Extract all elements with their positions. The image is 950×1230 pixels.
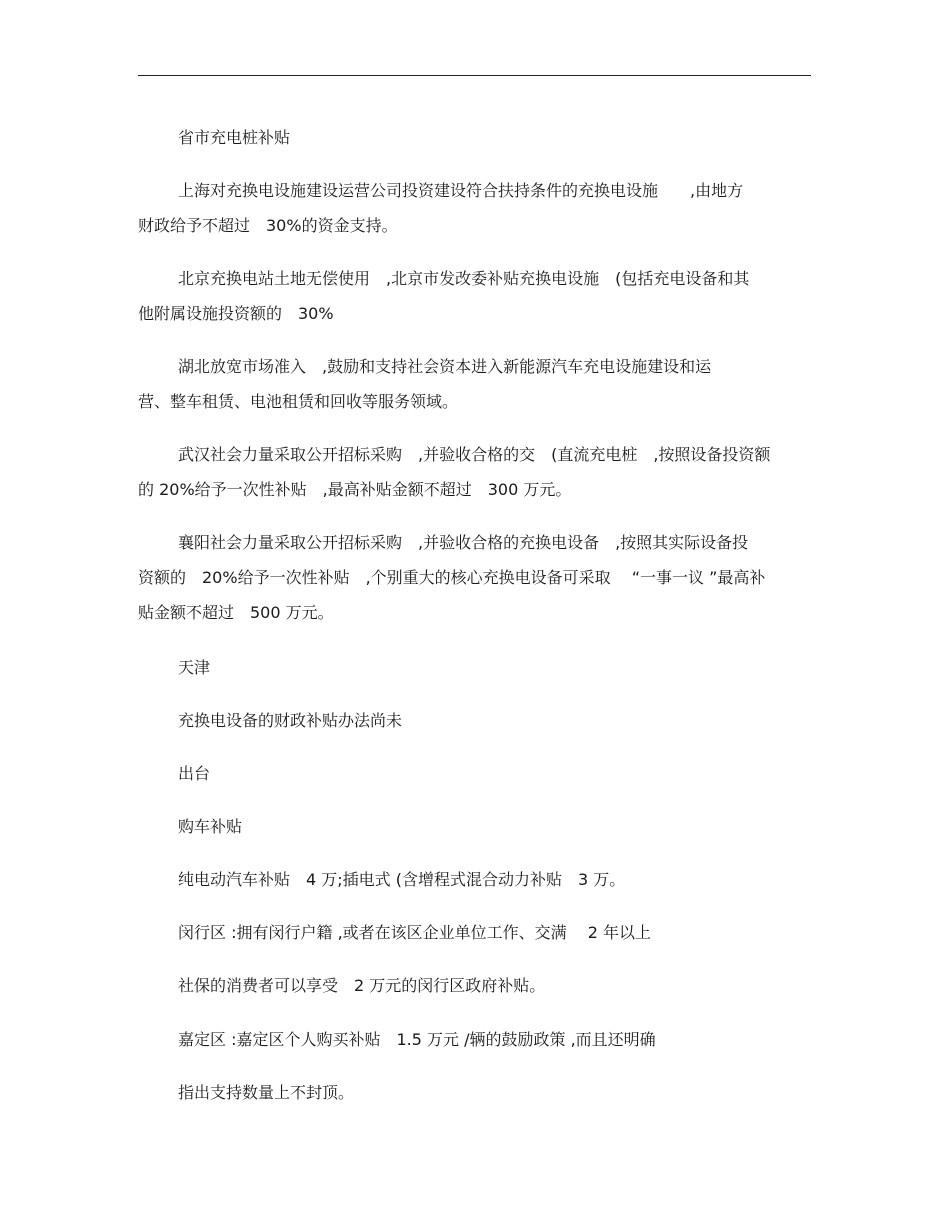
- paragraph-line: 省市充电桩补贴: [178, 128, 291, 147]
- paragraph-line: 湖北放宽市场准入 ,鼓励和支持社会资本进入新能源汽车充电设施建设和运: [178, 357, 712, 376]
- paragraph-6: [138, 525, 765, 630]
- paragraph-14: [178, 1022, 656, 1057]
- paragraph-line: 资额的 20%给予一次性补贴 ,个别重大的核心充换电设备可采取 “一事一议 ”最高补: [138, 568, 766, 587]
- paragraph-line: 纯电动汽车补贴 4 万;插电式 (含增程式混合动力补贴 3 万。: [178, 870, 626, 889]
- paragraph-12: [178, 915, 651, 950]
- paragraph-line: 天津: [178, 658, 211, 677]
- paragraph-3: [138, 261, 749, 331]
- paragraph-5: [138, 437, 770, 507]
- paragraph-line: 贴金额不超过 500 万元。: [138, 603, 334, 622]
- paragraph-line: 闵行区 :拥有闵行户籍 ,或者在该区企业单位工作、交满 2 年以上: [178, 923, 652, 942]
- paragraph-line: 指出支持数量上不封顶。: [178, 1083, 355, 1102]
- paragraph-line: 财政给予不超过 30%的资金支持。: [138, 216, 398, 235]
- paragraph-13: [178, 968, 545, 1003]
- paragraph-line: 北京充换电站土地无偿使用 ,北京市发改委补贴充换电设施 (包括充电设备和其: [178, 269, 750, 288]
- paragraph-line: 的 20%给予一次性补贴 ,最高补贴金额不超过 300 万元。: [138, 480, 572, 499]
- paragraph-line: 武汉社会力量采取公开招标采购 ,并验收合格的交 (直流充电桩 ,按照设备投资额: [178, 445, 771, 464]
- paragraph-line: 社保的消费者可以享受 2 万元的闵行区政府补贴。: [178, 976, 546, 995]
- paragraph-line: 出台: [178, 764, 211, 783]
- paragraph-9: [178, 756, 210, 791]
- paragraph-2: [138, 173, 743, 243]
- header-rule: [138, 75, 811, 76]
- paragraph-line: 上海对充换电设施建设运营公司投资建设符合扶持条件的充换电设施 ,由地方: [178, 181, 744, 200]
- paragraph-line: 购车补贴: [178, 817, 243, 836]
- paragraph-1: [178, 120, 290, 155]
- paragraph-8: [178, 703, 402, 738]
- paragraph-line: 他附属设施投资额的 30%: [138, 304, 334, 323]
- paragraph-7: [178, 650, 210, 685]
- paragraph-line: 营、整车租赁、电池租赁和回收等服务领域。: [138, 392, 459, 411]
- paragraph-line: 充换电设备的财政补贴办法尚未: [178, 711, 403, 730]
- paragraph-line: 襄阳社会力量采取公开招标采购 ,并验收合格的充换电设备 ,按照其实际设备投: [178, 533, 749, 552]
- paragraph-10: [178, 809, 242, 844]
- paragraph-15: [178, 1075, 354, 1110]
- paragraph-11: [178, 862, 625, 897]
- paragraph-4: [138, 349, 711, 419]
- paragraph-line: 嘉定区 :嘉定区个人购买补贴 1.5 万元 /辆的鼓励政策 ,而且还明确: [178, 1030, 656, 1049]
